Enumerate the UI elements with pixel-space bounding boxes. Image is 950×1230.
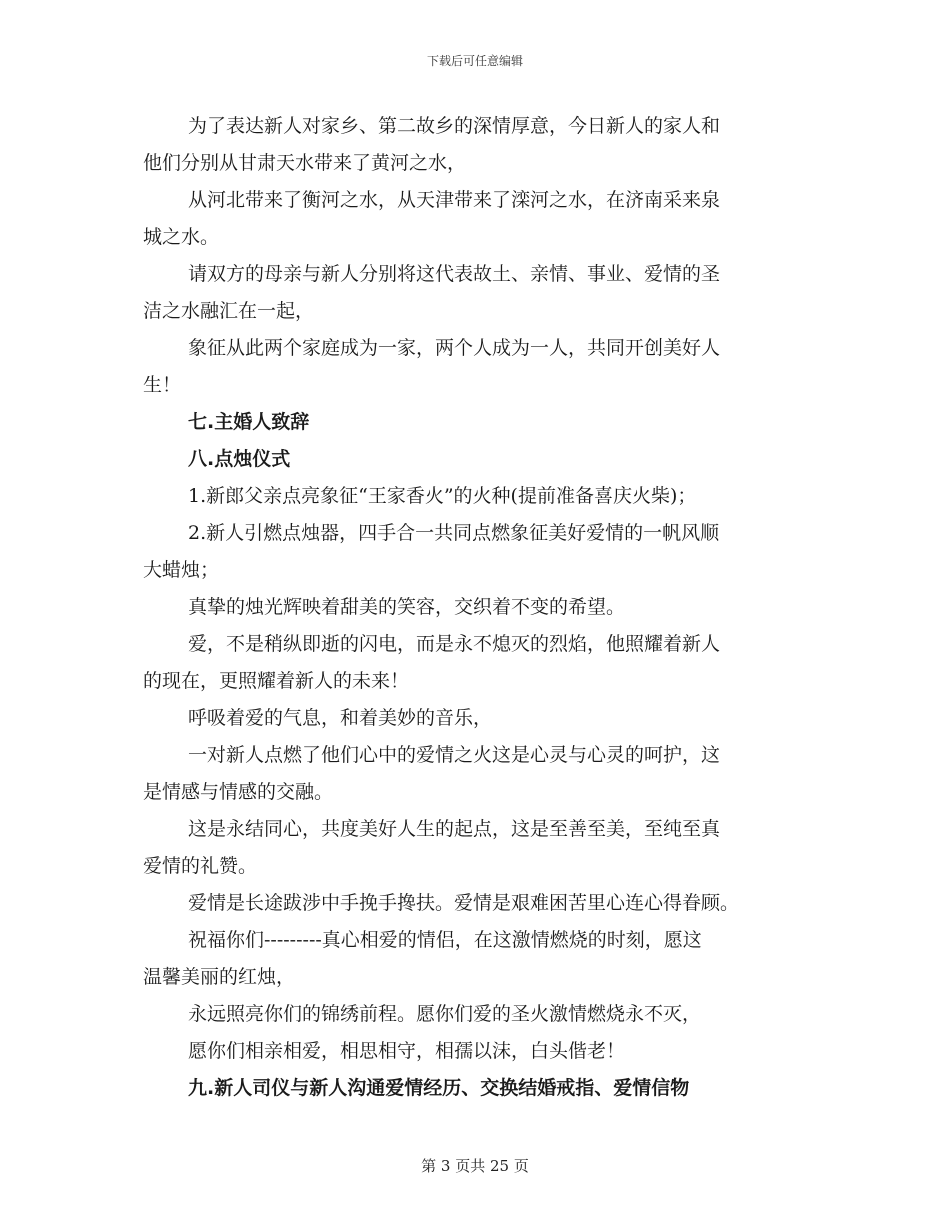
paragraph-2: 从河北带来了衡河之水，从天津带来了滦河之水，在济南采来泉 城之水。 bbox=[143, 189, 721, 248]
section-heading-9: 九.新人司仪与新人沟通爱情经历、交换结婚戒指、爱情信物 bbox=[188, 1077, 690, 1099]
section-heading-8: 八.点烛仪式 bbox=[188, 448, 291, 470]
page-header-note: 下载后可任意编辑 bbox=[426, 54, 523, 68]
paragraph-12: 永远照亮你们的锦绣前程。愿你们爱的圣火激情燃烧永不灭， bbox=[188, 1003, 702, 1025]
document-body bbox=[143, 108, 813, 1107]
paragraph-8: 一对新人点燃了他们心中的爱情之火这是心灵与心灵的呵护，这 是情感与情感的交融。 bbox=[143, 744, 721, 803]
paragraph-6: 爱，不是稍纵即逝的闪电，而是永不熄灭的烈焰，他照耀着新人 的现在，更照耀着新人的未来！ bbox=[143, 633, 721, 692]
paragraph-9: 这是永结同心，共度美好人生的起点，这是至善至美，至纯至真 爱情的礼赞。 bbox=[143, 818, 721, 877]
paragraph-3: 请双方的母亲与新人分别将这代表故土、亲情、事业、爱情的圣 洁之水融汇在一起， bbox=[143, 263, 721, 322]
paragraph-10: 爱情是长途跋涉中手挽手搀扶。爱情是艰难困苦里心连心得眷顾。 bbox=[188, 892, 740, 914]
list-item-2: 2.新人引燃点烛器，四手合一共同点燃象征美好爱情的一帆风顺 大蜡烛； bbox=[143, 522, 720, 581]
paragraph-11: 祝福你们---------真心相爱的情侣，在这激情燃烧的时刻，愿这 温馨美丽的红烛， bbox=[143, 929, 702, 988]
paragraph-4: 象征从此两个家庭成为一家，两个人成为一人，共同开创美好人 生！ bbox=[143, 337, 721, 396]
paragraph-5: 真挚的烛光辉映着甜美的笑容，交织着不变的希望。 bbox=[188, 596, 626, 618]
paragraph-1: 为了表达新人对家乡、第二故乡的深情厚意，今日新人的家人和 他们分别从甘肃天水带来了黄河之水， bbox=[143, 115, 721, 174]
page-number-footer: 第 3 页共 25 页 bbox=[421, 1157, 529, 1175]
section-heading-7: 七.主婚人致辞 bbox=[188, 411, 310, 433]
list-item-1: 1.新郎父亲点亮象征“王家香火”的火种(提前准备喜庆火柴)； bbox=[188, 485, 697, 507]
paragraph-7: 呼吸着爱的气息，和着美妙的音乐， bbox=[188, 707, 493, 729]
paragraph-13: 愿你们相亲相爱，相思相守，相孺以沫，白头偕老！ bbox=[188, 1040, 626, 1062]
